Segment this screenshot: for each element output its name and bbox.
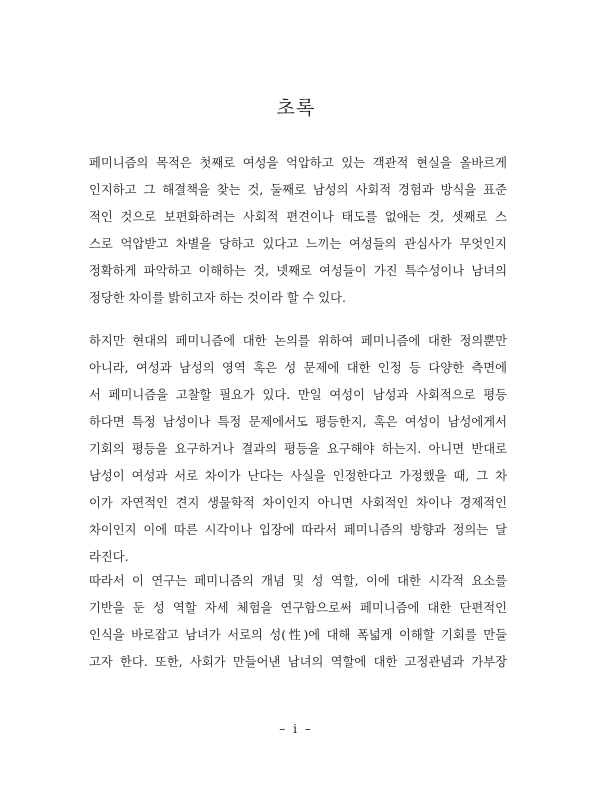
text-line: 하다면 특정 남성이나 특정 문제에서도 평등한지, 혹은 여성이 남성에게서 [89, 415, 507, 429]
text-line: 아니라, 여성과 남성의 영역 혹은 성 문제에 대한 인정 등 다양한 측면에 [89, 361, 507, 375]
text-line: 차이인지 이에 따른 시각이나 입장에 따라서 페미니즘의 방향과 정의는 달 [89, 523, 507, 537]
text-line: 정확하게 파악하고 이해하는 것, 넷째로 여성들이 가진 특수성이나 남녀의 [89, 264, 507, 278]
page-title: 초록 [276, 97, 316, 119]
paragraph-3 [89, 568, 507, 676]
text-line: 페미니즘의 목적은 첫째로 여성을 억압하고 있는 객관적 현실을 올바르게 [89, 156, 507, 170]
text-line: 남성이 여성과 서로 차이가 난다는 사실을 인정한다고 가정했을 때, 그 차 [89, 469, 507, 483]
text-line: 기반을 둔 성 역할 자세 체험을 연구함으로써 페미니즘에 대한 단편적인 [89, 601, 507, 615]
text-line: 기회의 평등을 요구하거나 결과의 평등을 요구해야 하는지. 아니면 반대로 [89, 442, 507, 456]
text-line: 적인 것으로 보편화하려는 사회적 편견이나 태도를 없애는 것, 셋째로 스 [89, 210, 507, 224]
text-line: 하지만 현대의 페미니즘에 대한 논의를 위하여 페미니즘에 대한 정의뿐만 [89, 334, 507, 348]
text-line: 인식을 바로잡고 남녀가 서로의 성(性)에 대해 폭넓게 이해할 기회를 만들 [89, 628, 507, 642]
text-line: 라진다. [89, 550, 129, 564]
text-line: 정당한 차이를 밝히고자 하는 것이라 할 수 있다. [89, 291, 346, 305]
text-line: 서 페미니즘을 고찰할 필요가 있다. 만일 여성이 남성과 사회적으로 평등 [89, 388, 507, 402]
text-line: 스로 억압받고 차별을 당하고 있다고 느끼는 여성들의 관심사가 무엇인지 [89, 237, 507, 251]
text-line: 인지하고 그 해결책을 찾는 것, 둘째로 남성의 사회적 경험과 방식을 표준 [89, 183, 507, 197]
text-line: 고자 한다. 또한, 사회가 만들어낸 남녀의 역할에 대한 고정관념과 가부장 [89, 655, 507, 669]
paragraph-2 [89, 328, 507, 571]
text-line: 따라서 이 연구는 페미니즘의 개념 및 성 역할, 이에 대한 시각적 요소를 [89, 574, 507, 588]
paragraph-1 [89, 150, 507, 312]
page-number: – i – [279, 722, 313, 736]
text-line: 이가 자연적인 견지 생물학적 차이인지 아니면 사회적인 차이나 경제적인 [89, 496, 507, 510]
